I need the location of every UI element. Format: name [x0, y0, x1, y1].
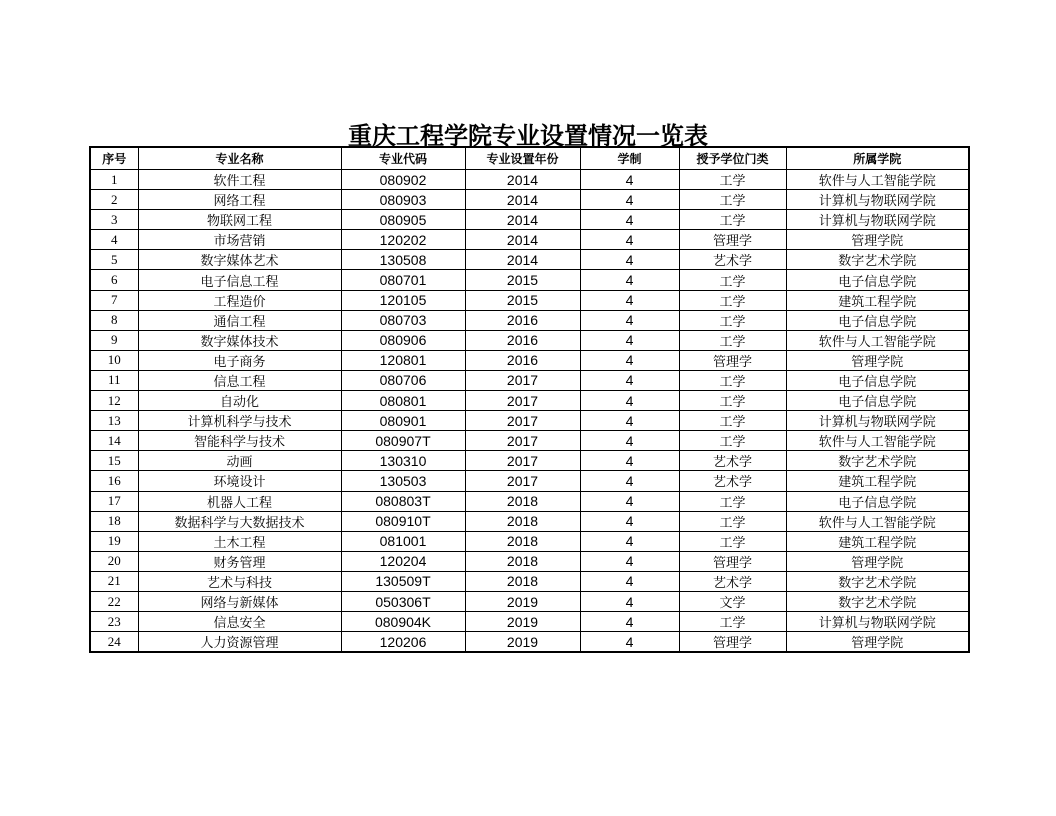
- table-row: [90, 632, 969, 653]
- cell-duration: 4: [580, 491, 679, 511]
- cell-year: 2017: [465, 431, 580, 451]
- cell-duration: 4: [580, 290, 679, 310]
- cell-college: 软件与人工智能学院: [786, 511, 969, 531]
- cell-index: 1: [90, 170, 138, 190]
- cell-college: 建筑工程学院: [786, 471, 969, 491]
- cell-duration: 4: [580, 591, 679, 611]
- cell-index: 17: [90, 491, 138, 511]
- cell-degree: 艺术学: [679, 451, 786, 471]
- table-row: [90, 170, 969, 190]
- cell-duration: 4: [580, 471, 679, 491]
- table-row: [90, 411, 969, 431]
- cell-year: 2018: [465, 511, 580, 531]
- cell-index: 12: [90, 391, 138, 411]
- cell-duration: 4: [580, 210, 679, 230]
- cell-year: 2017: [465, 370, 580, 390]
- table-row: [90, 310, 969, 330]
- cell-year: 2014: [465, 170, 580, 190]
- cell-college: 管理学院: [786, 632, 969, 653]
- cell-year: 2017: [465, 451, 580, 471]
- table-row: [90, 250, 969, 270]
- page-title: 重庆工程学院专业设置情况一览表: [348, 121, 708, 150]
- cell-degree: 工学: [679, 290, 786, 310]
- cell-college: 电子信息学院: [786, 270, 969, 290]
- cell-major-name: 软件工程: [138, 170, 341, 190]
- cell-year: 2018: [465, 571, 580, 591]
- cell-index: 22: [90, 591, 138, 611]
- cell-duration: 4: [580, 330, 679, 350]
- cell-college: 计算机与物联网学院: [786, 612, 969, 632]
- column-header-major-code: 专业代码: [341, 147, 465, 170]
- cell-duration: 4: [580, 511, 679, 531]
- cell-major-name: 财务管理: [138, 551, 341, 571]
- cell-major-name: 动画: [138, 451, 341, 471]
- cell-college: 软件与人工智能学院: [786, 431, 969, 451]
- cell-major-code: 120204: [341, 551, 465, 571]
- cell-year: 2016: [465, 330, 580, 350]
- cell-index: 6: [90, 270, 138, 290]
- column-header-duration: 学制: [580, 147, 679, 170]
- cell-index: 5: [90, 250, 138, 270]
- cell-index: 10: [90, 350, 138, 370]
- cell-year: 2018: [465, 551, 580, 571]
- cell-major-name: 信息安全: [138, 612, 341, 632]
- cell-year: 2015: [465, 290, 580, 310]
- cell-duration: 4: [580, 230, 679, 250]
- cell-college: 计算机与物联网学院: [786, 190, 969, 210]
- cell-degree: 管理学: [679, 632, 786, 653]
- cell-major-code: 080906: [341, 330, 465, 350]
- cell-degree: 工学: [679, 431, 786, 451]
- cell-index: 15: [90, 451, 138, 471]
- cell-index: 7: [90, 290, 138, 310]
- cell-college: 管理学院: [786, 230, 969, 250]
- column-header-degree: 授予学位门类: [679, 147, 786, 170]
- cell-major-name: 数据科学与大数据技术: [138, 511, 341, 531]
- cell-duration: 4: [580, 451, 679, 471]
- cell-major-code: 081001: [341, 531, 465, 551]
- cell-degree: 工学: [679, 411, 786, 431]
- cell-duration: 4: [580, 190, 679, 210]
- table-row: [90, 330, 969, 350]
- cell-duration: 4: [580, 551, 679, 571]
- cell-degree: 工学: [679, 531, 786, 551]
- cell-major-code: 080907T: [341, 431, 465, 451]
- cell-degree: 工学: [679, 391, 786, 411]
- cell-major-code: 080801: [341, 391, 465, 411]
- cell-duration: 4: [580, 250, 679, 270]
- cell-year: 2018: [465, 491, 580, 511]
- cell-degree: 管理学: [679, 230, 786, 250]
- cell-index: 19: [90, 531, 138, 551]
- table-row: [90, 431, 969, 451]
- cell-index: 23: [90, 612, 138, 632]
- cell-index: 14: [90, 431, 138, 451]
- cell-degree: 艺术学: [679, 571, 786, 591]
- cell-major-code: 080904K: [341, 612, 465, 632]
- cell-year: 2019: [465, 612, 580, 632]
- cell-degree: 工学: [679, 310, 786, 330]
- cell-college: 软件与人工智能学院: [786, 330, 969, 350]
- cell-duration: 4: [580, 571, 679, 591]
- cell-degree: 艺术学: [679, 250, 786, 270]
- cell-major-name: 网络工程: [138, 190, 341, 210]
- cell-degree: 工学: [679, 612, 786, 632]
- cell-college: 计算机与物联网学院: [786, 210, 969, 230]
- cell-degree: 工学: [679, 210, 786, 230]
- column-header-year: 专业设置年份: [465, 147, 580, 170]
- column-header-index: 序号: [90, 147, 138, 170]
- cell-college: 电子信息学院: [786, 491, 969, 511]
- cell-index: 2: [90, 190, 138, 210]
- cell-index: 3: [90, 210, 138, 230]
- cell-major-name: 工程造价: [138, 290, 341, 310]
- cell-degree: 工学: [679, 511, 786, 531]
- cell-index: 11: [90, 370, 138, 390]
- cell-year: 2019: [465, 632, 580, 653]
- cell-major-name: 物联网工程: [138, 210, 341, 230]
- cell-college: 管理学院: [786, 551, 969, 571]
- table-row: [90, 531, 969, 551]
- cell-year: 2015: [465, 270, 580, 290]
- table-row: [90, 612, 969, 632]
- cell-major-name: 人力资源管理: [138, 632, 341, 653]
- cell-duration: 4: [580, 612, 679, 632]
- cell-major-code: 080701: [341, 270, 465, 290]
- column-header-college: 所属学院: [786, 147, 969, 170]
- table-row: [90, 230, 969, 250]
- cell-duration: 4: [580, 170, 679, 190]
- cell-year: 2018: [465, 531, 580, 551]
- cell-duration: 4: [580, 411, 679, 431]
- table-row: [90, 350, 969, 370]
- table-row: [90, 370, 969, 390]
- table-row: [90, 451, 969, 471]
- cell-major-name: 电子商务: [138, 350, 341, 370]
- cell-major-name: 市场营销: [138, 230, 341, 250]
- cell-major-code: 080903: [341, 190, 465, 210]
- cell-degree: 工学: [679, 330, 786, 350]
- cell-index: 24: [90, 632, 138, 653]
- cell-index: 13: [90, 411, 138, 431]
- cell-index: 16: [90, 471, 138, 491]
- cell-index: 8: [90, 310, 138, 330]
- cell-duration: 4: [580, 531, 679, 551]
- cell-major-name: 智能科学与技术: [138, 431, 341, 451]
- table-row: [90, 290, 969, 310]
- table-row: [90, 591, 969, 611]
- table-row: [90, 571, 969, 591]
- cell-college: 建筑工程学院: [786, 290, 969, 310]
- majors-table: [89, 146, 970, 653]
- cell-duration: 4: [580, 350, 679, 370]
- cell-major-code: 120202: [341, 230, 465, 250]
- cell-degree: 艺术学: [679, 471, 786, 491]
- table-header-row: [90, 147, 969, 170]
- cell-duration: 4: [580, 391, 679, 411]
- table-row: [90, 210, 969, 230]
- table-row: [90, 391, 969, 411]
- cell-college: 建筑工程学院: [786, 531, 969, 551]
- cell-major-code: 130509T: [341, 571, 465, 591]
- cell-year: 2016: [465, 350, 580, 370]
- cell-major-name: 通信工程: [138, 310, 341, 330]
- cell-college: 软件与人工智能学院: [786, 170, 969, 190]
- cell-major-code: 130310: [341, 451, 465, 471]
- cell-major-code: 080706: [341, 370, 465, 390]
- cell-major-name: 电子信息工程: [138, 270, 341, 290]
- cell-year: 2014: [465, 210, 580, 230]
- cell-major-code: 080703: [341, 310, 465, 330]
- cell-year: 2017: [465, 411, 580, 431]
- cell-major-name: 艺术与科技: [138, 571, 341, 591]
- cell-college: 数字艺术学院: [786, 250, 969, 270]
- cell-major-code: 120206: [341, 632, 465, 653]
- cell-major-code: 130503: [341, 471, 465, 491]
- cell-year: 2019: [465, 591, 580, 611]
- cell-index: 9: [90, 330, 138, 350]
- cell-index: 21: [90, 571, 138, 591]
- cell-major-name: 土木工程: [138, 531, 341, 551]
- cell-duration: 4: [580, 370, 679, 390]
- cell-duration: 4: [580, 270, 679, 290]
- cell-college: 数字艺术学院: [786, 571, 969, 591]
- cell-major-code: 080902: [341, 170, 465, 190]
- cell-degree: 工学: [679, 491, 786, 511]
- table-row: [90, 511, 969, 531]
- cell-degree: 工学: [679, 170, 786, 190]
- cell-college: 计算机与物联网学院: [786, 411, 969, 431]
- cell-degree: 工学: [679, 370, 786, 390]
- cell-year: 2017: [465, 391, 580, 411]
- cell-major-code: 130508: [341, 250, 465, 270]
- cell-major-name: 数字媒体艺术: [138, 250, 341, 270]
- cell-college: 电子信息学院: [786, 391, 969, 411]
- cell-college: 管理学院: [786, 350, 969, 370]
- cell-major-code: 080905: [341, 210, 465, 230]
- cell-index: 18: [90, 511, 138, 531]
- cell-year: 2014: [465, 190, 580, 210]
- cell-degree: 管理学: [679, 350, 786, 370]
- cell-degree: 工学: [679, 270, 786, 290]
- cell-major-code: 120801: [341, 350, 465, 370]
- cell-duration: 4: [580, 431, 679, 451]
- cell-year: 2014: [465, 230, 580, 250]
- table-row: [90, 190, 969, 210]
- cell-college: 电子信息学院: [786, 370, 969, 390]
- cell-major-name: 计算机科学与技术: [138, 411, 341, 431]
- cell-college: 数字艺术学院: [786, 451, 969, 471]
- cell-major-name: 自动化: [138, 391, 341, 411]
- cell-duration: 4: [580, 310, 679, 330]
- table-row: [90, 551, 969, 571]
- cell-major-code: 080910T: [341, 511, 465, 531]
- cell-degree: 管理学: [679, 551, 786, 571]
- cell-major-code: 120105: [341, 290, 465, 310]
- cell-college: 数字艺术学院: [786, 591, 969, 611]
- cell-college: 电子信息学院: [786, 310, 969, 330]
- cell-year: 2014: [465, 250, 580, 270]
- column-header-major-name: 专业名称: [138, 147, 341, 170]
- table-row: [90, 471, 969, 491]
- cell-major-name: 机器人工程: [138, 491, 341, 511]
- cell-index: 20: [90, 551, 138, 571]
- cell-duration: 4: [580, 632, 679, 653]
- cell-major-name: 数字媒体技术: [138, 330, 341, 350]
- cell-major-code: 050306T: [341, 591, 465, 611]
- cell-major-code: 080803T: [341, 491, 465, 511]
- table-body: [90, 170, 969, 653]
- cell-major-code: 080901: [341, 411, 465, 431]
- cell-major-name: 网络与新媒体: [138, 591, 341, 611]
- cell-index: 4: [90, 230, 138, 250]
- table-row: [90, 270, 969, 290]
- cell-degree: 工学: [679, 190, 786, 210]
- cell-year: 2016: [465, 310, 580, 330]
- cell-major-name: 环境设计: [138, 471, 341, 491]
- cell-major-name: 信息工程: [138, 370, 341, 390]
- cell-year: 2017: [465, 471, 580, 491]
- cell-degree: 文学: [679, 591, 786, 611]
- table-row: [90, 491, 969, 511]
